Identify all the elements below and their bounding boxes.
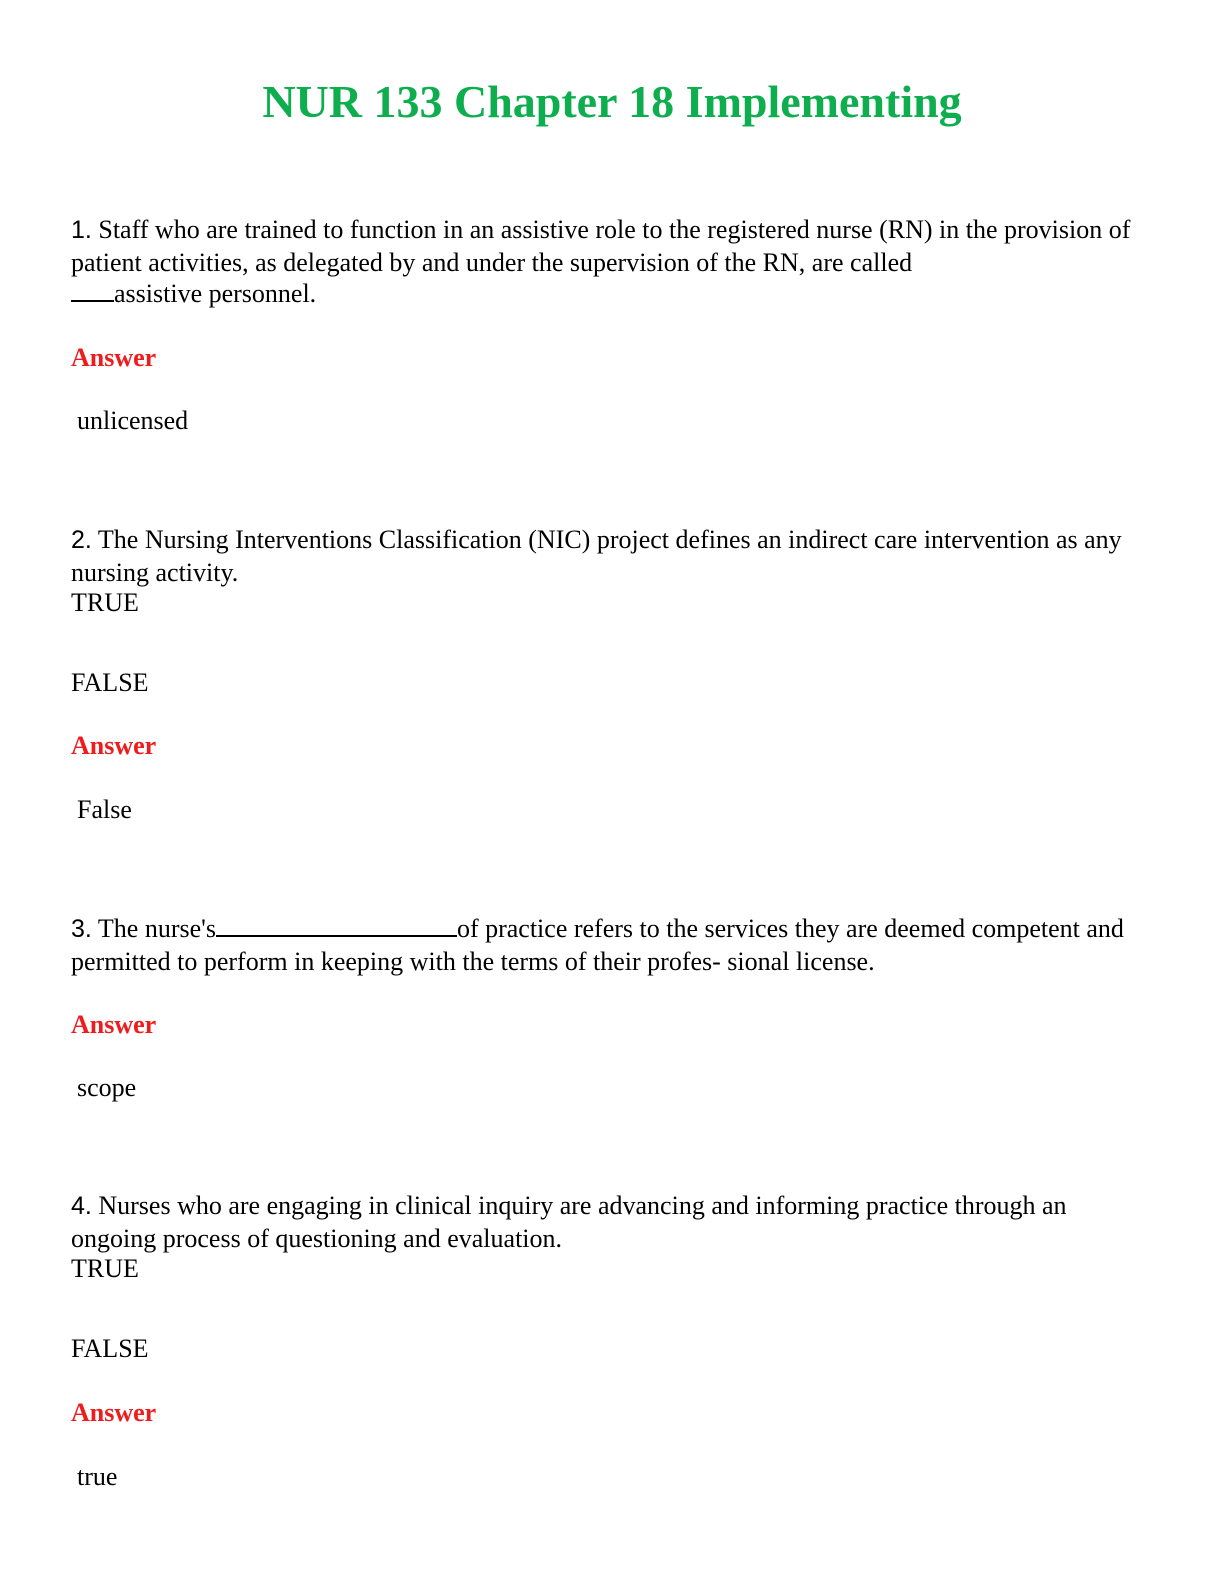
question-number: 1. [71,216,92,244]
question-text: Nurses who are engaging in clinical inquiry are advancing and informing practice through an ongoing process of questioning and evaluation. [71,1191,1067,1253]
question-text: Staff who are trained to function in an assistive role to the registered nurse (RN) in the provision of patient activities, as delegated by and under the supervision of the RN, are called [71,215,1131,277]
option-true: TRUE [71,1254,139,1283]
fill-in-blank [71,278,114,302]
question-number: 2. [71,526,92,554]
question-number: 3. [71,915,92,943]
fill-in-blank [216,913,457,937]
answer-label: Answer [71,731,157,760]
option-false: FALSE [71,1334,149,1363]
answer-value: scope [77,1073,137,1102]
question-text: The Nursing Interventions Classification (NIC) project defines an indirect care intervention as any nursing activity. [71,525,1122,587]
question-number: 4. [71,1192,92,1220]
answer-value: False [77,795,132,824]
option-true: TRUE [71,588,139,617]
question-text-continued: assistive personnel. [114,279,317,308]
question-text: The nurse's [97,914,216,943]
question-text-continued: of practice refers to the services they are deemed competent and permitted to perform in keeping with the terms of their profes- sional license. [71,914,1124,976]
answer-label: Answer [71,343,157,372]
option-false: FALSE [71,668,149,697]
document-title: NUR 133 Chapter 18 Implementing [262,76,962,127]
answer-value: unlicensed [77,406,189,435]
answer-value: true [77,1462,118,1491]
question-4 [71,1190,1151,1254]
answer-label: Answer [71,1010,157,1039]
question-1 [71,214,1151,310]
answer-label: Answer [71,1398,157,1427]
question-3 [71,913,1151,977]
question-2 [71,524,1151,588]
